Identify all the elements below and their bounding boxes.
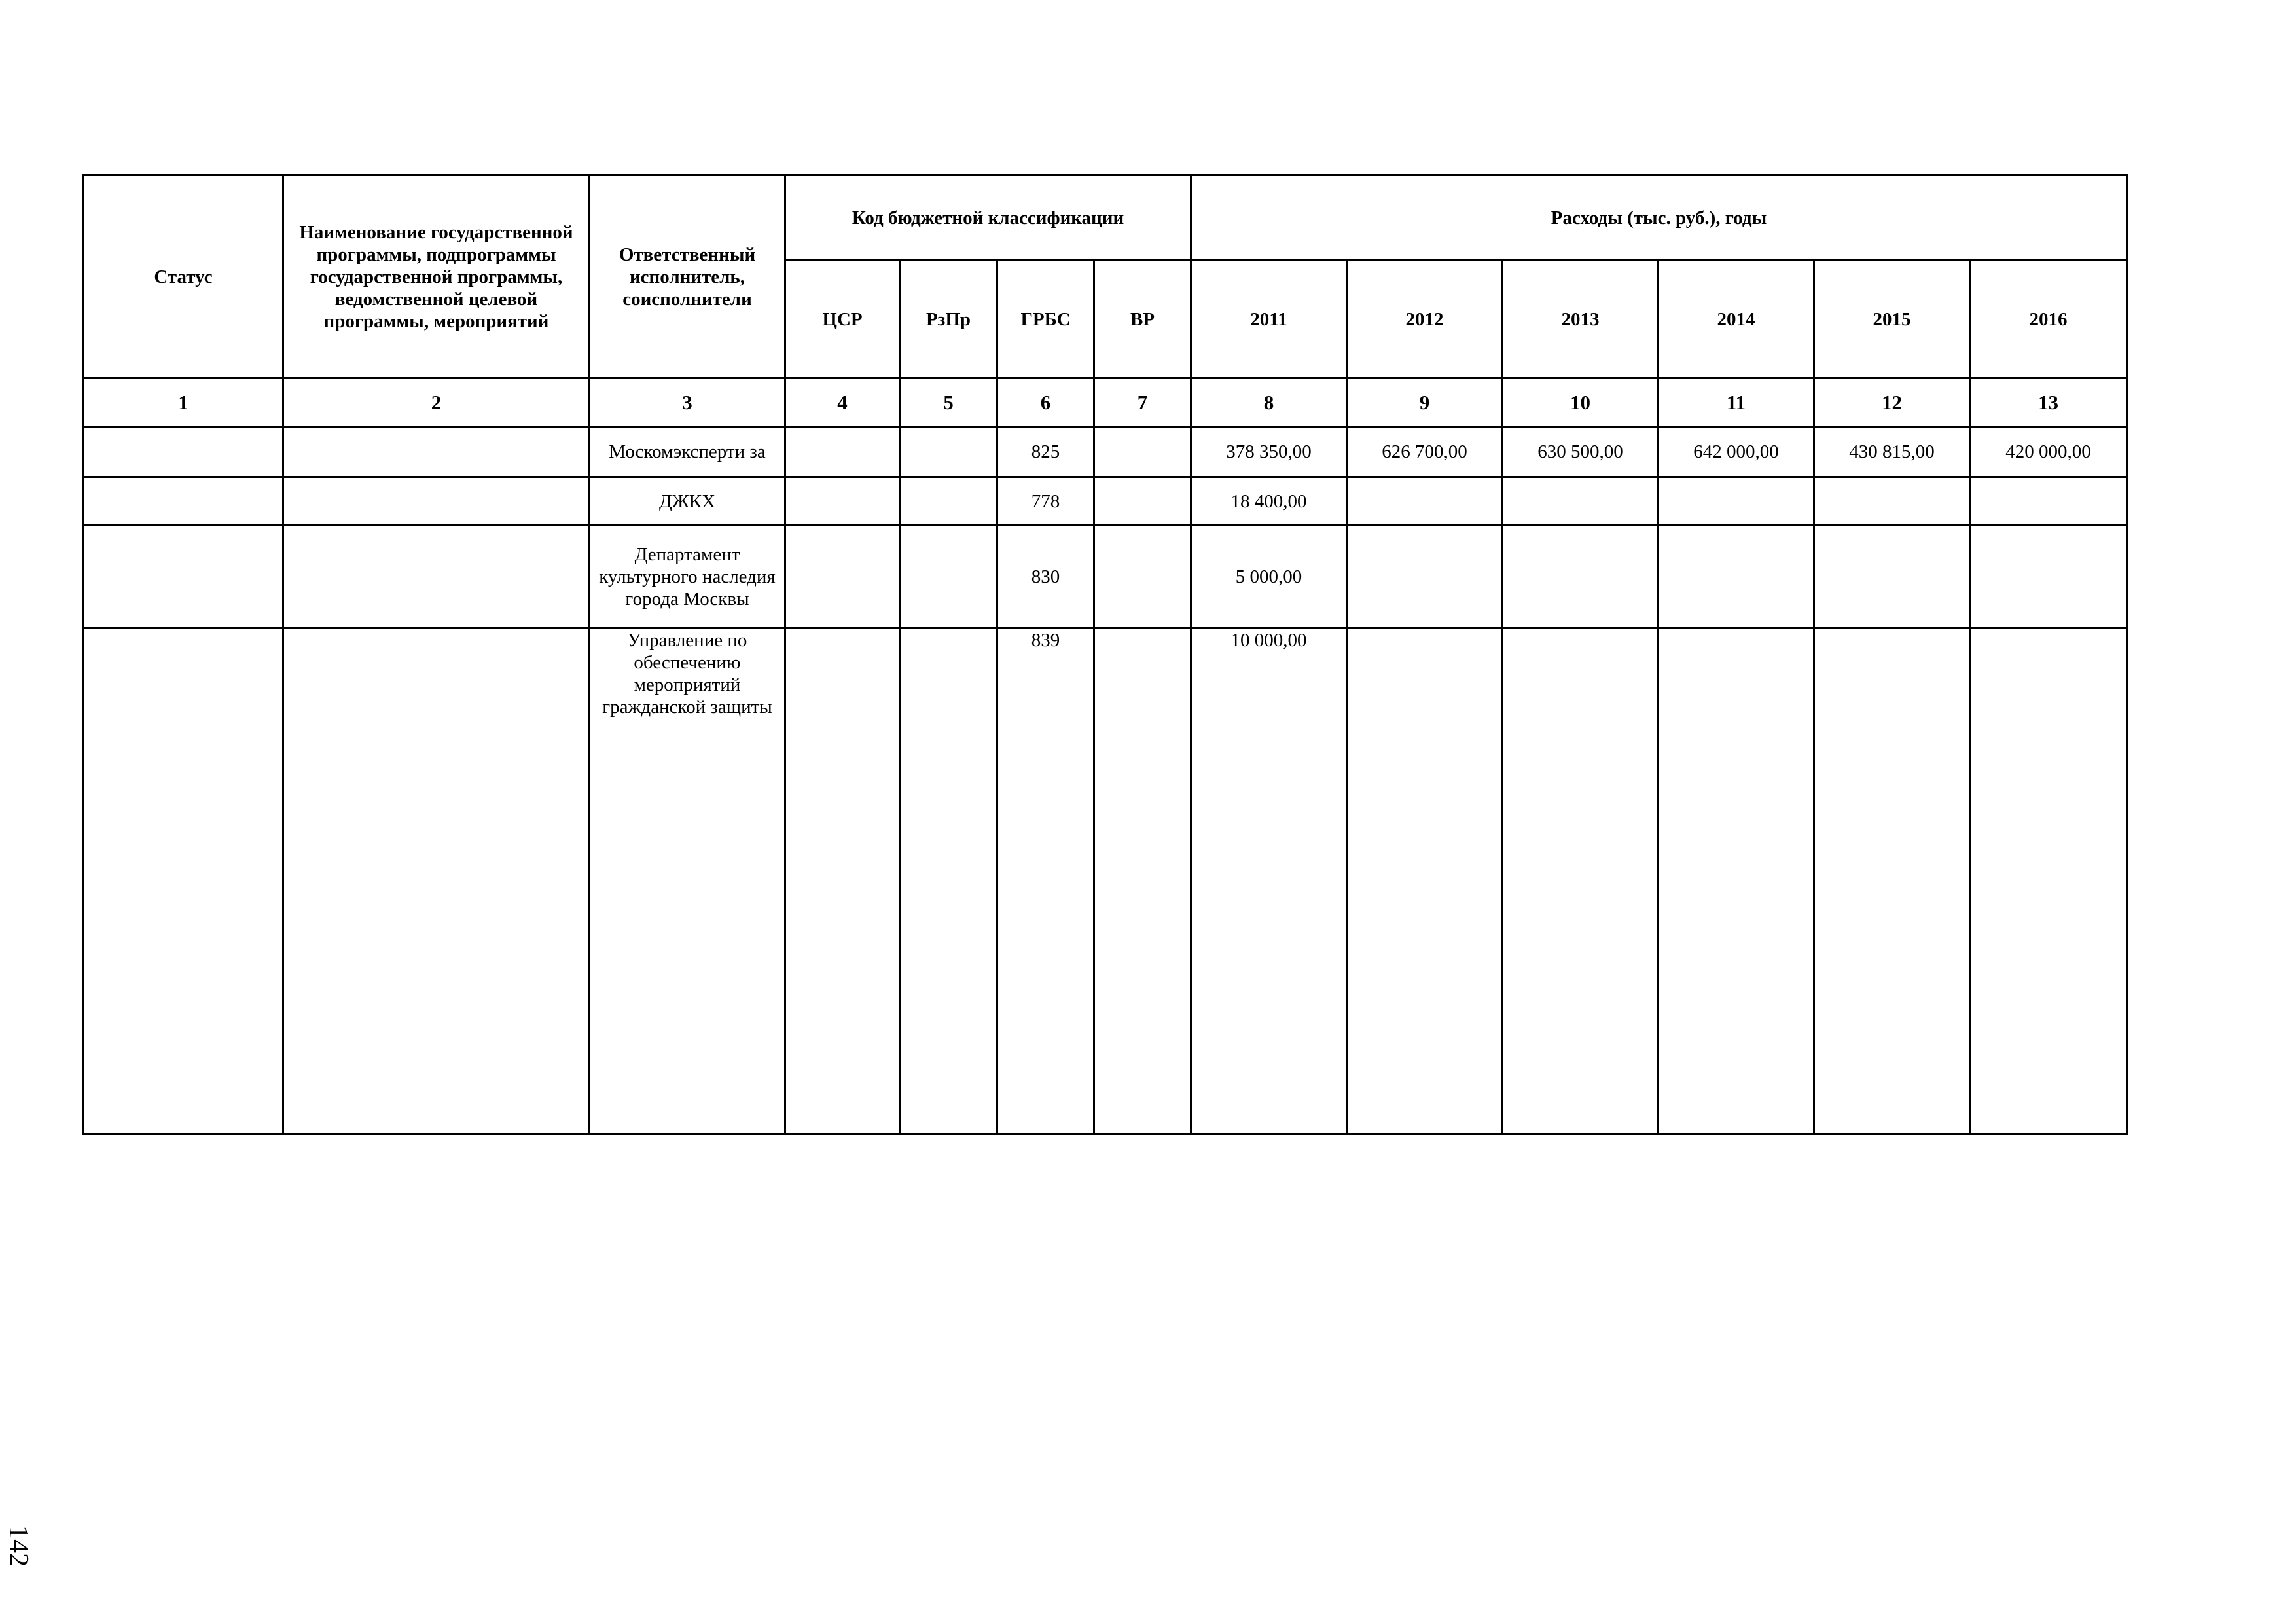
cell-2013 xyxy=(1503,629,1659,1134)
cell-rzpr xyxy=(900,427,997,477)
column-number: 1 xyxy=(84,378,283,427)
header-year-2016: 2016 xyxy=(1970,261,2127,378)
cell-rzpr xyxy=(900,477,997,526)
column-number: 4 xyxy=(785,378,900,427)
cell-2015 xyxy=(1814,629,1970,1134)
column-number: 6 xyxy=(997,378,1094,427)
cell-2012 xyxy=(1347,477,1503,526)
table-row xyxy=(84,526,2127,629)
cell-grbs: 839 xyxy=(997,629,1094,1134)
cell-program-name xyxy=(283,427,590,477)
cell-grbs: 778 xyxy=(997,477,1094,526)
cell-2015 xyxy=(1814,477,1970,526)
cell-status xyxy=(84,427,283,477)
header-executor: Ответственный исполнитель, соисполнители xyxy=(590,175,785,378)
cell-vr xyxy=(1094,526,1191,629)
cell-2012 xyxy=(1347,629,1503,1134)
cell-2012 xyxy=(1347,526,1503,629)
cell-csr xyxy=(785,526,900,629)
cell-csr xyxy=(785,427,900,477)
header-year-2013: 2013 xyxy=(1503,261,1659,378)
column-number-row xyxy=(84,378,2127,427)
column-number: 11 xyxy=(1659,378,1814,427)
header-status: Статус xyxy=(84,175,283,378)
page-number: 142 xyxy=(3,1525,33,1567)
header-csr: ЦСР xyxy=(785,261,900,378)
header-grbs: ГРБС xyxy=(997,261,1094,378)
cell-2011: 5 000,00 xyxy=(1191,526,1347,629)
header-vr: ВР xyxy=(1094,261,1191,378)
cell-2014 xyxy=(1659,629,1814,1134)
budget-table xyxy=(82,174,2128,1135)
column-number: 5 xyxy=(900,378,997,427)
cell-2015 xyxy=(1814,526,1970,629)
column-number: 12 xyxy=(1814,378,1970,427)
cell-2014 xyxy=(1659,526,1814,629)
column-number: 7 xyxy=(1094,378,1191,427)
header-expenses: Расходы (тыс. руб.), годы xyxy=(1191,175,2127,261)
cell-rzpr xyxy=(900,629,997,1134)
cell-2013 xyxy=(1503,477,1659,526)
cell-executor: ДЖКХ xyxy=(590,477,785,526)
column-number: 3 xyxy=(590,378,785,427)
cell-2016 xyxy=(1970,629,2127,1134)
cell-2016 xyxy=(1970,477,2127,526)
table-row xyxy=(84,477,2127,526)
cell-executor: Департамент культурного наследия города Москвы xyxy=(590,526,785,629)
cell-2014 xyxy=(1659,477,1814,526)
cell-status xyxy=(84,629,283,1134)
header-row xyxy=(84,175,2127,261)
cell-2016 xyxy=(1970,526,2127,629)
column-number: 8 xyxy=(1191,378,1347,427)
cell-executor: Управление по обеспечению мероприятий гражданской защиты xyxy=(590,629,785,1134)
cell-csr xyxy=(785,629,900,1134)
cell-vr xyxy=(1094,427,1191,477)
cell-rzpr xyxy=(900,526,997,629)
cell-2015: 430 815,00 xyxy=(1814,427,1970,477)
header-year-2015: 2015 xyxy=(1814,261,1970,378)
cell-2011: 10 000,00 xyxy=(1191,629,1347,1134)
cell-program-name xyxy=(283,477,590,526)
column-number: 2 xyxy=(283,378,590,427)
cell-grbs: 830 xyxy=(997,526,1094,629)
table-row xyxy=(84,427,2127,477)
header-year-2012: 2012 xyxy=(1347,261,1503,378)
cell-vr xyxy=(1094,629,1191,1134)
cell-executor: Москомэксперти за xyxy=(590,427,785,477)
header-program-name: Наименование государственной программы, подпрограммы государственной программы, ведомственной целевой программы, мероприятий xyxy=(283,175,590,378)
column-number: 10 xyxy=(1503,378,1659,427)
cell-grbs: 825 xyxy=(997,427,1094,477)
cell-vr xyxy=(1094,477,1191,526)
cell-2016: 420 000,00 xyxy=(1970,427,2127,477)
header-year-2011: 2011 xyxy=(1191,261,1347,378)
cell-program-name xyxy=(283,526,590,629)
cell-program-name xyxy=(283,629,590,1134)
cell-csr xyxy=(785,477,900,526)
cell-2011: 18 400,00 xyxy=(1191,477,1347,526)
column-number: 13 xyxy=(1970,378,2127,427)
cell-2013: 630 500,00 xyxy=(1503,427,1659,477)
cell-status xyxy=(84,526,283,629)
column-number: 9 xyxy=(1347,378,1503,427)
table-row xyxy=(84,629,2127,1134)
cell-2014: 642 000,00 xyxy=(1659,427,1814,477)
header-rzpr: РзПр xyxy=(900,261,997,378)
cell-2011: 378 350,00 xyxy=(1191,427,1347,477)
header-budget-code: Код бюджетной классификации xyxy=(785,175,1191,261)
cell-2012: 626 700,00 xyxy=(1347,427,1503,477)
cell-status xyxy=(84,477,283,526)
header-year-2014: 2014 xyxy=(1659,261,1814,378)
cell-2013 xyxy=(1503,526,1659,629)
